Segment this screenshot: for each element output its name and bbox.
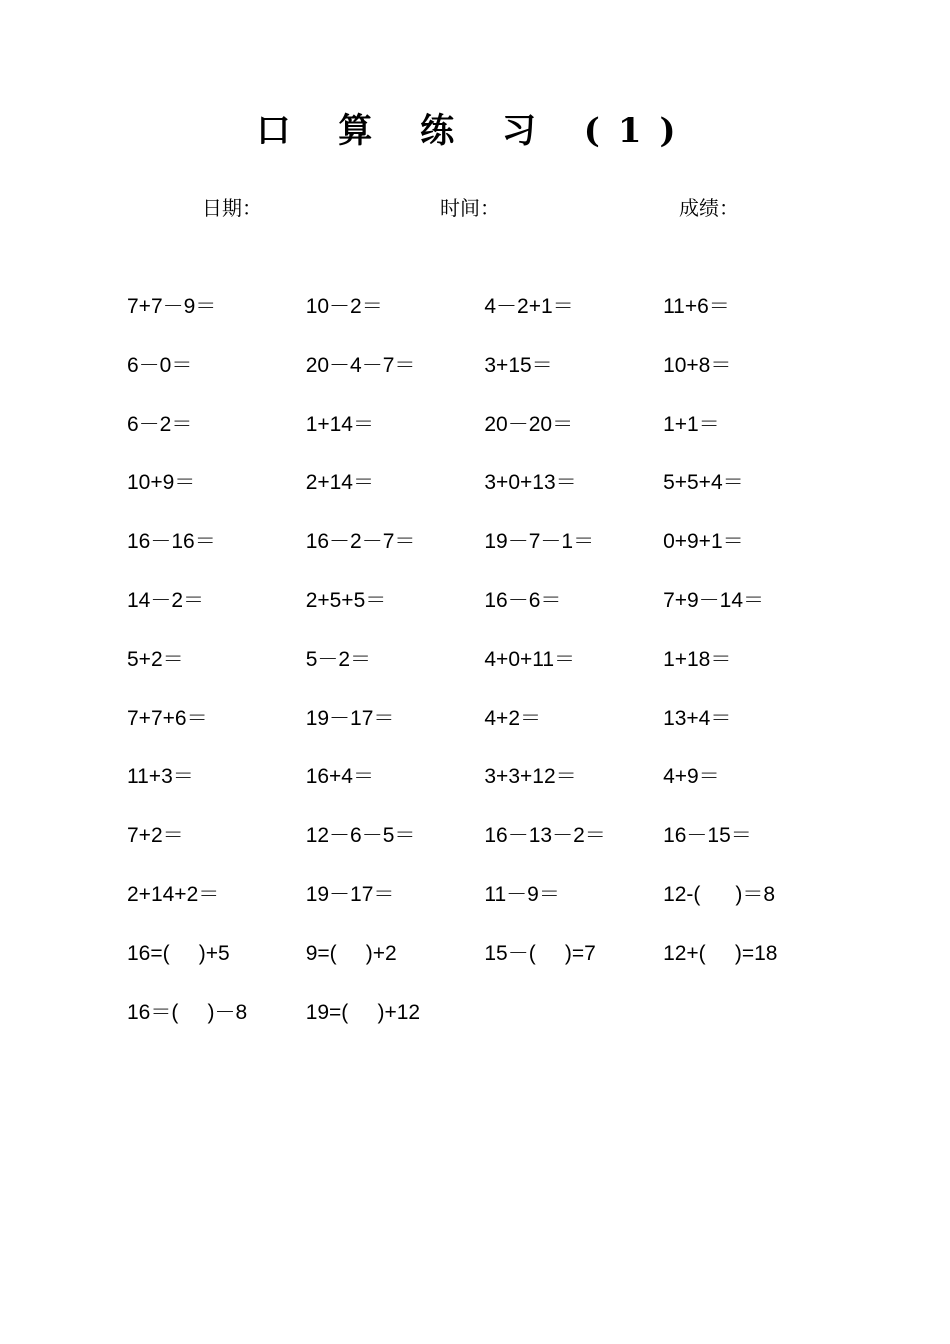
- problem: 2+5+5＝: [305, 588, 387, 612]
- problem: 4+9＝: [663, 765, 720, 789]
- problem: 16－15＝: [663, 824, 752, 848]
- problem-row: [127, 880, 847, 939]
- problem-grid: [127, 292, 847, 1056]
- problem: 3+3+12＝: [484, 765, 577, 789]
- problem: 4+2＝: [484, 706, 541, 730]
- problem: 1+18＝: [663, 647, 732, 671]
- problem: 3+0+13＝: [484, 471, 577, 495]
- problem: 3+15＝: [484, 353, 553, 377]
- problem: 2+14＝: [305, 471, 374, 495]
- problem: 19－17＝: [305, 706, 395, 730]
- problem: 2+14+2＝: [127, 882, 220, 906]
- problem: 14－2＝: [127, 588, 205, 612]
- problem: 7+2＝: [127, 824, 184, 848]
- problem-row: [127, 410, 847, 469]
- problem-row: [127, 527, 847, 586]
- problem: 11－9＝: [484, 882, 560, 906]
- problem-row: [127, 586, 847, 645]
- problem: 7+7－9＝: [127, 295, 217, 318]
- problem: 5+2＝: [127, 647, 184, 671]
- problem: 12－6－5＝: [305, 824, 416, 848]
- problem: 7+9－14＝: [663, 588, 765, 612]
- problem: 16－6＝: [484, 588, 562, 612]
- problem: 10－2＝: [305, 295, 383, 318]
- page-title: 口 算 练 习 (1): [256, 111, 694, 151]
- problem: 10+9＝: [127, 471, 196, 495]
- problem: 6－2＝: [127, 412, 193, 436]
- problem-row: [127, 468, 847, 527]
- problem: 7+7+6＝: [127, 706, 208, 730]
- problem: [484, 998, 663, 1057]
- problem: 15－( )=7: [484, 941, 596, 965]
- problem: 4－2+1＝: [484, 295, 574, 318]
- problem: 4+0+11＝: [484, 647, 576, 671]
- problem: 9=( )+2: [305, 941, 397, 965]
- date-label: 日期：: [202, 196, 262, 220]
- problem: 16+4＝: [305, 765, 374, 789]
- problem: 16＝( )－8: [127, 1000, 248, 1024]
- problem: 10+8＝: [663, 353, 732, 377]
- problem-row: [127, 292, 847, 351]
- problem: 19－7－1＝: [484, 530, 595, 554]
- problem-row: [127, 762, 847, 821]
- problem-row: [127, 821, 847, 880]
- problem: 13+4＝: [663, 706, 732, 730]
- problem: 19－17＝: [305, 882, 395, 906]
- problem: 1+14＝: [305, 412, 374, 436]
- problem: 0+9+1＝: [663, 530, 744, 554]
- problem: 20－20＝: [484, 412, 574, 436]
- problem-row: [127, 939, 847, 998]
- problem: 5+5+4＝: [663, 471, 744, 495]
- problem: 12-( )＝8: [663, 882, 776, 906]
- time-label: 时间：: [440, 196, 500, 220]
- problem-row: [127, 704, 847, 763]
- problem: 19=( )+12: [305, 1000, 421, 1024]
- problem: 5－2＝: [305, 647, 372, 671]
- problem: 16－13－2＝: [484, 824, 606, 848]
- problem: 16－16＝: [127, 530, 216, 554]
- problem: 11+3＝: [127, 765, 194, 789]
- problem: 1+1＝: [663, 412, 720, 436]
- problem-row: [127, 645, 847, 704]
- problem: 16=( )+5: [127, 941, 230, 965]
- problem: 12+( )=18: [663, 941, 778, 965]
- problem: 11+6＝: [663, 295, 730, 318]
- problem-row: [127, 998, 847, 1057]
- problem: 6－0＝: [127, 353, 193, 377]
- problem-row: [127, 351, 847, 410]
- score-label: 成绩：: [679, 196, 739, 220]
- problem: [663, 998, 842, 1057]
- problem: 16－2－7＝: [305, 530, 416, 554]
- problem: 20－4－7＝: [305, 353, 416, 377]
